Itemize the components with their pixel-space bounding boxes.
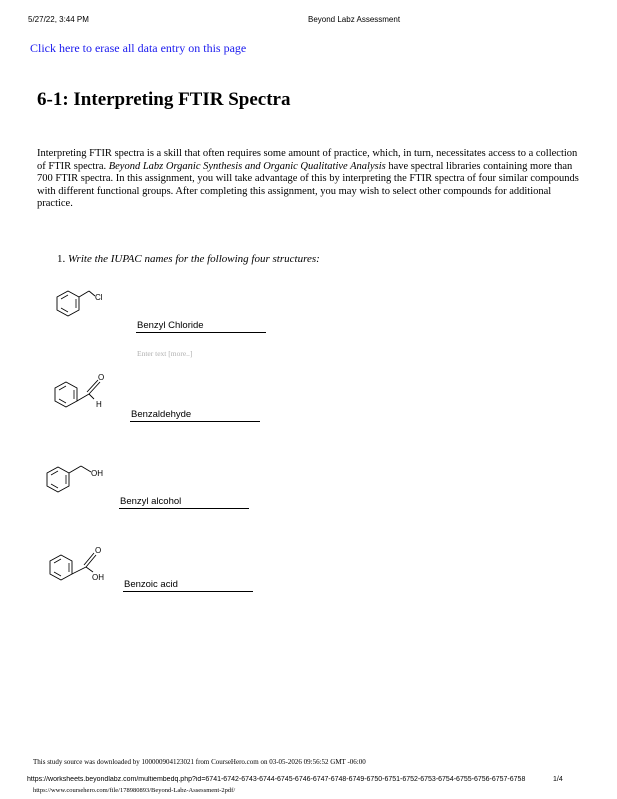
- structure-label: Cl: [95, 293, 103, 302]
- print-url: https://worksheets.beyondlabz.com/multiembedq.php?id=6741-6742-6743-6744-6745-6746-6747-6748-6749-6750-6751-6752-6753-6754-6755-6756-6757-6758: [27, 776, 526, 783]
- intro-paragraph: [37, 148, 585, 211]
- answer-field-1[interactable]: Benzyl Chloride: [136, 320, 266, 333]
- source-url: https://www.coursehero.com/file/178980893/Beyond-Labz-Assessment-2pdf/: [33, 787, 236, 794]
- structure-label: O: [95, 546, 102, 555]
- intro-text-1: Interpreting FTIR spectra is a skill that often requires some amount of practice, which, in turn, necessitates access to a collection of FTIR spectra.: [37, 148, 578, 172]
- structure-label: OH: [92, 573, 104, 582]
- structure-label: O: [98, 373, 105, 382]
- page-number: 1/4: [553, 776, 563, 783]
- structure-label: OH: [91, 469, 103, 478]
- answer-field-3[interactable]: Benzyl alcohol: [119, 496, 249, 509]
- answer-field-2[interactable]: Benzaldehyde: [130, 409, 260, 422]
- structure-benzaldehyde: [51, 374, 111, 410]
- print-title: Beyond Labz Assessment: [308, 15, 401, 24]
- more-text-input[interactable]: [137, 349, 217, 358]
- print-date: 5/27/22, 3:44 PM: [28, 15, 89, 24]
- intro-italic-title: Beyond Labz Organic Synthesis and Organic Qualitative Analysis: [108, 160, 386, 172]
- structure-benzyl-alcohol: [45, 461, 105, 497]
- answer-field-4[interactable]: Benzoic acid: [123, 579, 253, 592]
- erase-data-link[interactable]: Click here to erase all data entry on this page: [30, 41, 247, 55]
- page-title: 6-1: Interpreting FTIR Spectra: [37, 89, 291, 110]
- structure-benzyl-chloride: [55, 285, 105, 323]
- question-number: 1.: [57, 253, 66, 265]
- structure-label: H: [96, 400, 102, 409]
- intro-text-2: have spectral libraries containing more than 700 FTIR spectra. In this assignment, you will take advantage of this by interpreting the FTIR spectra of four similar compounds with different functional groups. After completing this assignment, you may wish to select other compounds for additional practice.: [37, 160, 579, 209]
- structure-benzoic-acid: [46, 545, 108, 583]
- download-notice: This study source was downloaded by 100000904123021 from CourseHero.com on 03-05-2026 09:56:52 GMT -06:00: [33, 758, 366, 766]
- question-text: Write the IUPAC names for the following four structures:: [68, 253, 320, 265]
- question-1: [57, 253, 320, 265]
